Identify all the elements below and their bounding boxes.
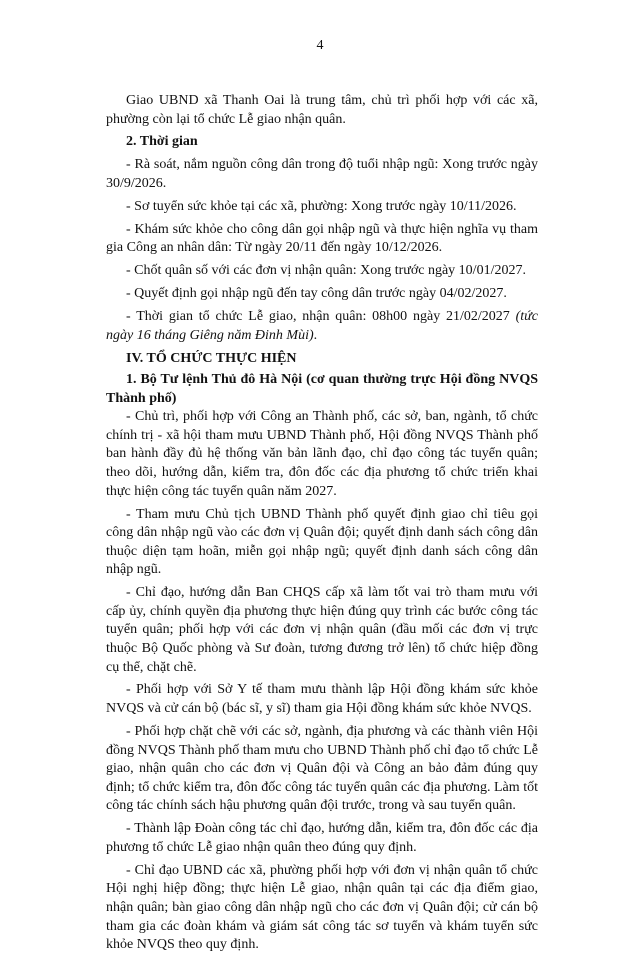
intro-paragraph: Giao UBND xã Thanh Oai là trung tâm, chủ trì phối hợp với các xã, phường còn lại tổ chức Lễ giao nhận quân. — [106, 93, 538, 127]
time-item-5: - Quyết định gọi nhập ngũ đến tay công dân trước ngày 04/02/2027. — [126, 286, 507, 302]
page-number: 4 — [316, 38, 324, 53]
time-item-4: - Chốt quân số với các đơn vị nhận quân: Xong trước ngày 10/01/2027. — [126, 263, 526, 279]
command-item-7: - Chỉ đạo UBND các xã, phường phối hợp với đơn vị nhận quân tổ chức Hội nghị hiệp đồng; thực hiện Lễ giao, nhận quân tại các địa điểm giao, nhận quân; bàn giao công dân nhập ngũ cho các đơn vị Quân đội; cử cán bộ tham gia các đoàn khám và giám sát công tác sơ tuyển và khám tuyển sức khỏe NVQS theo quy định. — [106, 862, 538, 953]
time-item-1: - Rà soát, nắm nguồn công dân trong độ tuổi nhập ngũ: Xong trước ngày 30/9/2026. — [106, 157, 538, 191]
command-heading: 1. Bộ Tư lệnh Thủ đô Hà Nội (cơ quan thường trực Hội đồng NVQS Thành phố) — [106, 372, 538, 406]
time-item-6 — [106, 308, 538, 345]
time-item-6-lunar-date: (tức ngày 16 tháng Giêng năm Đinh Mùi) — [106, 309, 538, 343]
time-item-6-end: . — [313, 327, 318, 343]
command-item-6: - Thành lập Đoàn công tác chỉ đạo, hướng dẫn, kiểm tra, đôn đốc các địa phương tổ chức Lễ giao nhận quân theo đúng quy định. — [106, 821, 538, 855]
time-item-2: - Sơ tuyển sức khỏe tại các xã, phường: Xong trước ngày 10/11/2026. — [126, 198, 517, 214]
command-item-2: - Tham mưu Chủ tịch UBND Thành phố quyết định giao chỉ tiêu gọi công dân nhập ngũ vào các đơn vị Quân đội; quyết định danh sách công dân thuộc diện tạm hoãn, miễn gọi nhập ngũ; quyết định danh sách công dân nhập ngũ. — [106, 506, 538, 578]
command-item-1: - Chủ trì, phối hợp với Công an Thành phố, các sở, ban, ngành, tổ chức chính trị - xã hội tham mưu UBND Thành phố, Hội đồng NVQS Thành phố ban hành đầy đủ hệ thống văn bản lãnh đạo, chỉ đạo công tác tuyển quân; theo dõi, hướng dẫn, kiểm tra, đôn đốc các địa phương tổ chức triển khai thực hiện công tác tuyển quân năm 2027. — [106, 409, 538, 499]
section-iv-heading: IV. TỔ CHỨC THỰC HIỆN — [126, 350, 297, 366]
time-heading: 2. Thời gian — [126, 134, 198, 150]
command-item-4: - Phối hợp với Sở Y tế tham mưu thành lập Hội đồng khám sức khỏe NVQS và cử cán bộ (bác sĩ, y sĩ) tham gia Hội đồng khám sức khỏe NVQS. — [106, 682, 538, 717]
document-body — [106, 92, 538, 959]
time-item-6-main: - Thời gian tổ chức Lễ giao, nhận quân: 08h00 ngày 21/02/2027 — [126, 309, 516, 325]
command-item-5: - Phối hợp chặt chẽ với các sở, ngành, địa phương và các thành viên Hội đồng NVQS Thành phố tham mưu cho UBND Thành phố chỉ đạo tổ chức Lễ giao, nhận quân cho các đơn vị Quân đội và Công an bảo đảm đúng quy định; tổ chức kiểm tra, đôn đốc công tác tuyển quân các địa phương. Làm tốt công tác chính sách hậu phương quân đội trước, trong và sau tuyển quân. — [106, 723, 538, 814]
command-item-3: - Chỉ đạo, hướng dẫn Ban CHQS cấp xã làm tốt vai trò tham mưu với cấp ủy, chính quyền địa phương thực hiện đúng quy trình các bước công tác tuyển quân; phối hợp với các đơn vị nhận quân (đầu mối các đơn vị trực thuộc Bộ Quốc phòng và Sư đoàn, tương đương trở lên) tổ chức hiệp đồng cụ thể, chặt chẽ. — [106, 585, 538, 675]
time-item-3: - Khám sức khỏe cho công dân gọi nhập ngũ và thực hiện nghĩa vụ tham gia Công an nhân dân: Từ ngày 20/11 đến ngày 10/12/2026. — [106, 221, 538, 256]
